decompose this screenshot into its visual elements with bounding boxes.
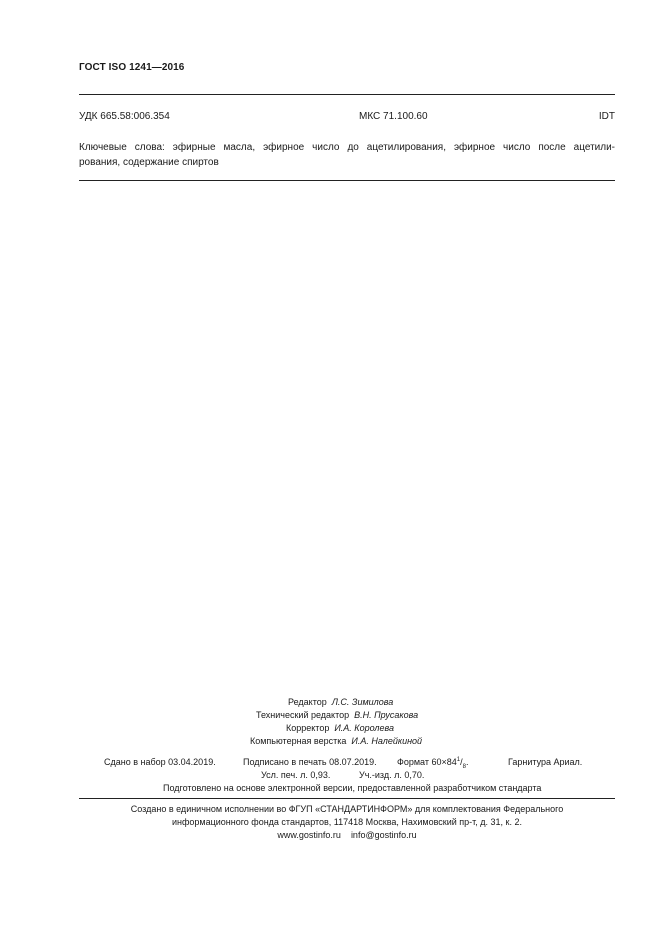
pub-typeface: Гарнитура Ариал. <box>508 757 583 767</box>
pub-format: Формат $60\times 84^1/_8$. <box>397 757 469 770</box>
credit-name: И.А. Налейкиной <box>351 736 423 746</box>
footer-contacts <box>79 830 615 840</box>
keywords-line-1: Ключевые слова: эфирные масла, эфирное число до ацетилирования, эфирное число после ацетили- <box>79 142 615 153</box>
pub-print-sheets: Усл. печ. л. 0,93. <box>261 770 331 780</box>
credit-proofreader <box>286 723 394 733</box>
credit-role: Технический редактор <box>256 710 350 720</box>
website-link[interactable]: www.gostinfo.ru <box>277 830 341 840</box>
credit-name: И.А. Королева <box>334 723 394 733</box>
keywords-paragraph <box>79 140 615 170</box>
standard-id-header: ГОСТ ISO 1241—2016 <box>79 62 185 73</box>
credit-name: В.Н. Прусакова <box>354 710 419 720</box>
udk-code: УДК 665.58:006.354 <box>79 111 170 122</box>
mks-code: МКС 71.100.60 <box>359 111 428 122</box>
keywords-divider <box>79 180 615 181</box>
credit-editor <box>288 697 393 707</box>
pub-edit-sheets: Уч.-изд. л. 0,70. <box>359 770 425 780</box>
pub-submitted: Сдано в набор 03.04.2019. <box>104 757 216 767</box>
footer-line-1: Создано в единичном исполнении во ФГУП «СТАНДАРТИНФОРМ» для комплектования Федерального <box>130 804 564 814</box>
keywords-line-2: рования, содержание спиртов <box>79 157 219 168</box>
header-divider <box>79 94 615 95</box>
credit-role: Корректор <box>286 723 330 733</box>
credit-role: Компьютерная верстка <box>250 736 347 746</box>
pub-signed: Подписано в печать 08.07.2019. <box>243 757 377 767</box>
footer-divider <box>79 798 615 799</box>
footer-line-2: информационного фонда стандартов, 117418 Москва, Нахимовский пр-т, д. 31, к. 2. <box>171 817 523 827</box>
idt-label: IDT <box>598 111 615 122</box>
credit-layout <box>250 736 422 746</box>
credit-role: Редактор <box>288 697 327 707</box>
email-link[interactable]: info@gostinfo.ru <box>350 830 417 840</box>
credit-tech-editor <box>256 710 418 720</box>
pub-prepared-note: Подготовлено на основе электронной версии, предоставленной разработчиком стандарта <box>163 783 542 793</box>
credit-name: Л.С. Зимилова <box>331 697 394 707</box>
